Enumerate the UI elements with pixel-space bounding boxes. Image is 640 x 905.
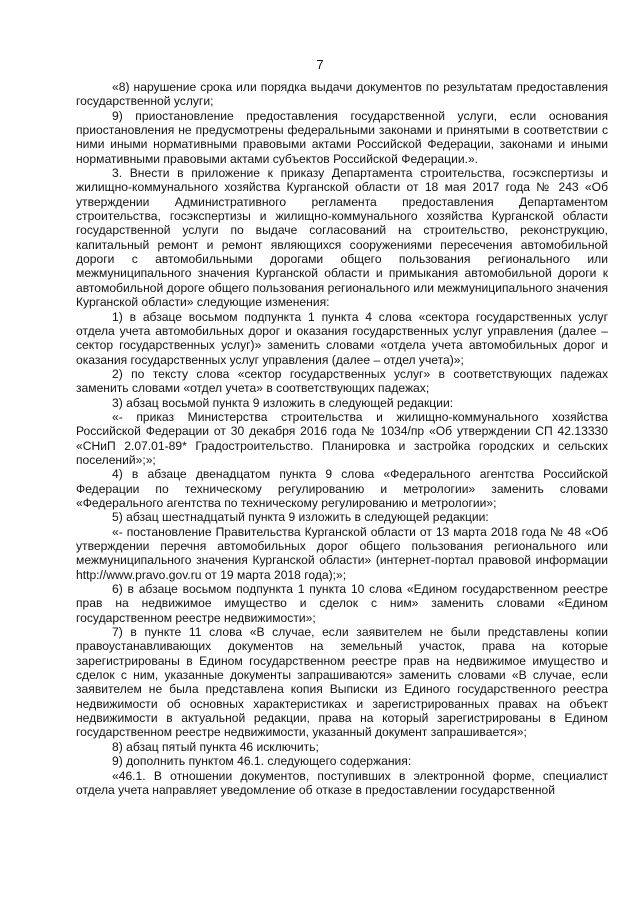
paragraph: «- приказ Министерства строительства и жилищно-коммунального хозяйства Российской Федерации от 30 декабря 2016 года № 1034/пр «Об утверждении СП 42.13330 «СНиП 2.07.01-89* Градостроительство. Планировка и застройка городских и сельских поселений»;»; bbox=[76, 409, 608, 467]
paragraph: 3) абзац восьмой пункта 9 изложить в следующей редакции: bbox=[112, 395, 454, 410]
paragraph: 5) абзац шестнадцатый пункта 9 изложить в следующей редакции: bbox=[112, 510, 489, 525]
paragraph: 3. Внести в приложение к приказу Департамента строительства, госэкспертизы и жилищно-коммунального хозяйства Курганской области от 18 мая 2017 года № 243 «Об утверждении Административного регламента предоставления Департаментом строительства, госэкспертизы и жилищно-коммунального хозяйства Курганской области государственной услуги по выдаче согласований на строительство, реконструкцию, капитальный ремонт и ремонт являющихся сооружениями пересечения автомобильной дороги с автомобильными дорогами общего пользования регионального или межмуниципального значения Курганской области и примыкания автомобильной дороги к автомобильной дороге общего пользования регионального или межмуниципального значения Курганской области» следующие изменения: bbox=[76, 166, 608, 310]
paragraph: 8) абзац пятый пункта 46 исключить; bbox=[112, 739, 319, 754]
paragraph: 6) в абзаце восьмом подпункта 1 пункта 10 слова «Едином государственном реестре прав на недвижимое имущество и сделок с ним» заменить словами «Едином государственном реестре недвижимости»; bbox=[76, 582, 608, 625]
paragraph: 4) в абзаце двенадцатом пункта 9 слова «Федерального агентства Российской Федерации по техническому регулированию и метрологии» заменить словами «Федерального агентства по техническому регулированию и метрологии»; bbox=[76, 467, 608, 510]
paragraph: 1) в абзаце восьмом подпункта 1 пункта 4 слова «сектора государственных услуг отдела учета автомобильных дорог и оказания государственных услуг управления (далее – сектор государственных услуг)» заменить словами «отдела учета автомобильных дорог и оказания государственных услуг управления (далее – отдел учета)»; bbox=[76, 309, 608, 367]
paragraph: «46.1. В отношении документов, поступивших в электронной форме, специалист отдела учета направляет уведомление об отказе в предоставлении государственной bbox=[76, 768, 608, 797]
paragraph: 7) в пункте 11 слова «В случае, если заявителем не были представлены копии правоустанавливающих документов на земельный участок, права на которые зарегистрированы в Едином государственном реестре прав на недвижимое имущество и сделок с ним, указанные документы запрашиваются» заменить словами «В случае, если заявителем не была представлена копия Выписки из Единого государственного реестра недвижимости об основных характеристиках и зарегистрированных правах на объект недвижимости в актуальной редакции, права на который зарегистрированы в Едином государственном реестре недвижимости, указанный документ запрашивается»; bbox=[76, 625, 608, 740]
page-number: 7 bbox=[316, 57, 324, 72]
paragraph: «- постановление Правительства Курганской области от 13 марта 2018 года № 48 «Об утверждении перечня автомобильных дорог общего пользования регионального или межмуниципального значения Курганской области» (интернет-портал правовой информации http://www.pravo.gov.ru от 19 марта 2018 года);»; bbox=[76, 524, 608, 582]
paragraph: «8) нарушение срока или порядка выдачи документов по результатам предоставления государственной услуги; bbox=[76, 80, 608, 109]
paragraph: 9) приостановление предоставления государственной услуги, если основания приостановления не предусмотрены федеральными законами и принятыми в соответствии с ними иными нормативными правовыми актами Российской Федерации, законами и иными нормативными правовыми актами субъектов Российской Федерации.». bbox=[76, 108, 608, 166]
document-body bbox=[76, 80, 608, 797]
paragraph: 9) дополнить пунктом 46.1. следующего содержания: bbox=[112, 754, 412, 769]
paragraph: 2) по тексту слова «сектор государственных услуг» в соответствующих падежах заменить словами «отдел учета» в соответствующих падежах; bbox=[76, 366, 608, 396]
